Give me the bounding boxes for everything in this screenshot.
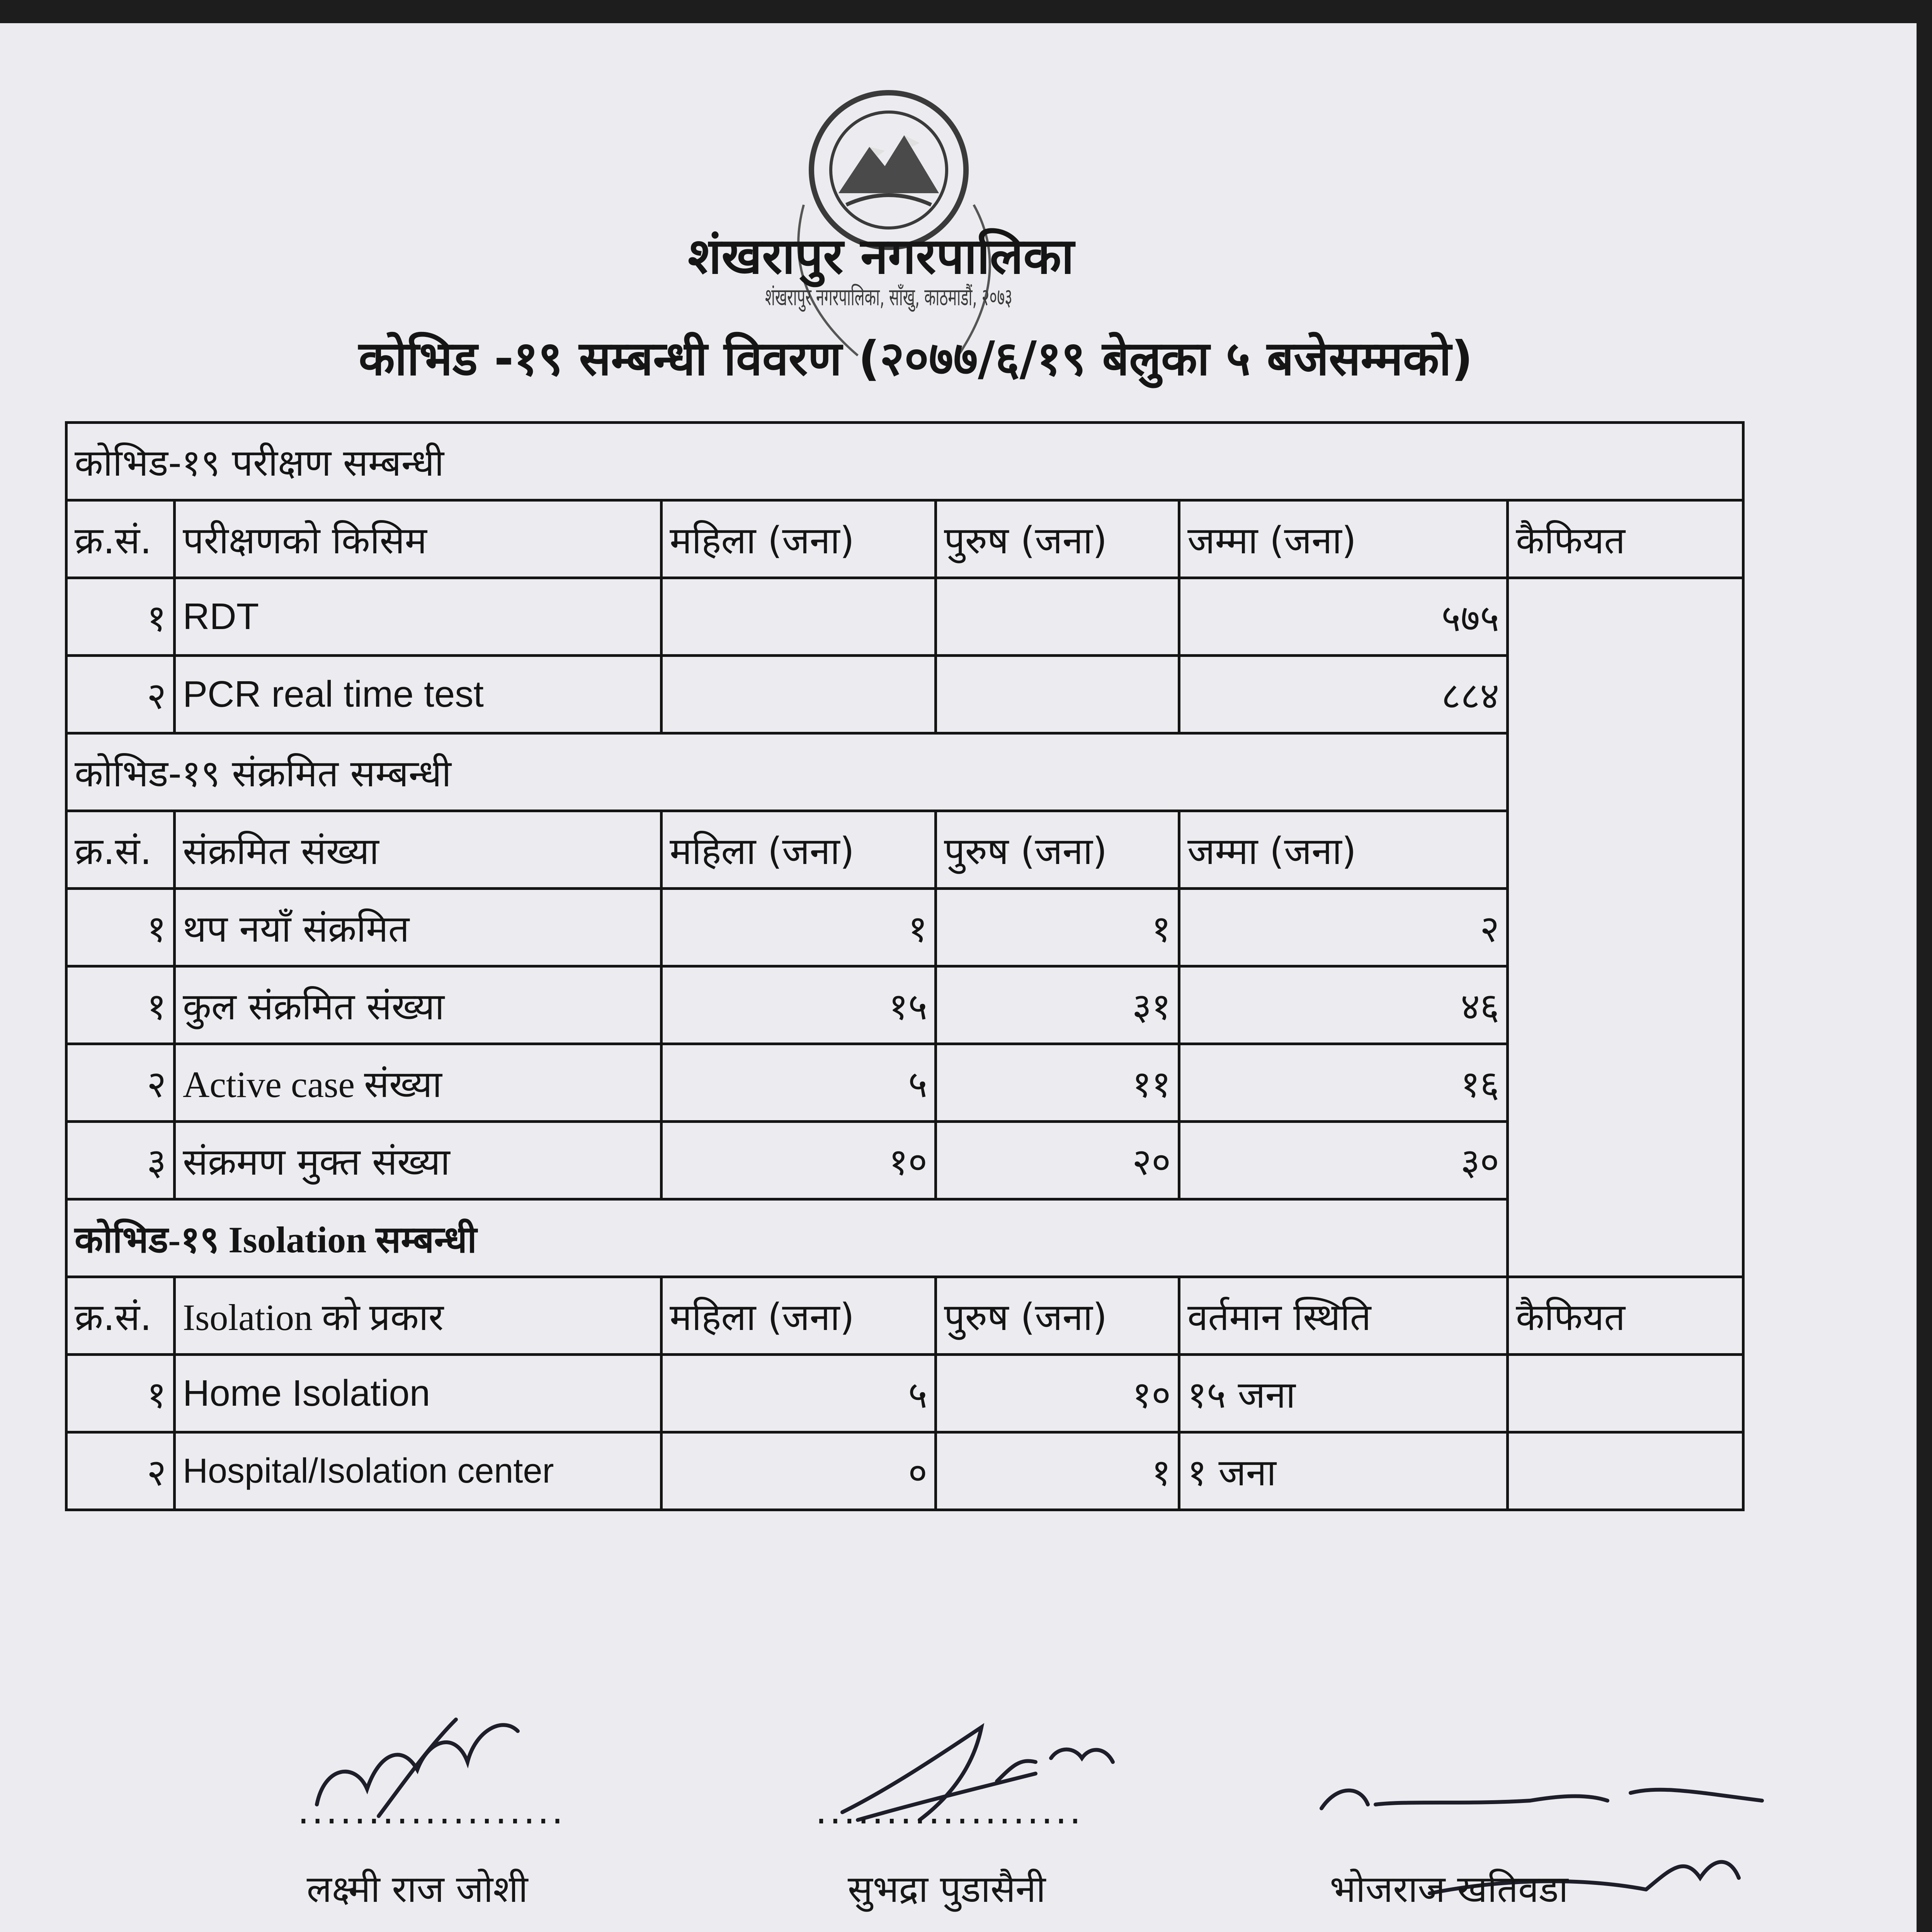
cell-type: Active case संख्या (175, 1044, 662, 1122)
section-title-infected: कोभिड-१९ संक्रमित सम्बन्धी (66, 733, 1508, 811)
col-header-sn: क्र.सं. (66, 1277, 175, 1355)
cell-sn: १ (66, 966, 175, 1044)
col-header-female: महिला (जना) (662, 811, 936, 889)
cell-sn: १ (66, 578, 175, 656)
table-row (66, 578, 1743, 656)
cell-male (936, 656, 1179, 733)
covid-report-table (65, 421, 1745, 1511)
cell-male (936, 578, 1179, 656)
col-header-remarks: कैफियत (1508, 500, 1743, 578)
cell-female: ० (662, 1432, 936, 1510)
document-page (0, 23, 1917, 1932)
cell-male: ३१ (936, 966, 1179, 1044)
col-header-total: जम्मा (जना) (1179, 500, 1508, 578)
cell-total: २ (1179, 889, 1508, 966)
cell-type: Home Isolation (175, 1355, 662, 1432)
signatory-2 (753, 1862, 1140, 1932)
section-title-isolation: कोभिड-१९ Isolation सम्बन्धी (66, 1199, 1743, 1277)
signatory-name: लक्ष्मी राज जोशी (306, 1867, 528, 1911)
cell-type: PCR real time test (175, 656, 662, 733)
cell-female (662, 656, 936, 733)
cell-female: १० (662, 1122, 936, 1199)
col-header-male: पुरुष (जना) (936, 500, 1179, 578)
section-title-row (66, 1199, 1743, 1277)
table-row (66, 889, 1743, 966)
cell-total: ५७५ (1179, 578, 1508, 656)
page-title: शंखरापुर नगरपालिका (688, 228, 1074, 285)
col-header-type: संक्रमित संख्या (175, 811, 662, 889)
cell-type: Hospital/Isolation center (175, 1432, 662, 1510)
table-row (66, 1122, 1743, 1199)
cell-sn: ३ (66, 1122, 175, 1199)
cell-remarks (1508, 1355, 1743, 1432)
cell-total: ८८४ (1179, 656, 1508, 733)
cell-type: थप नयाँ संक्रमित (175, 889, 662, 966)
table-row (66, 656, 1743, 733)
seal-text: शंखरापुर नगरपालिका, साँखु, काठमाडौं, २०७३ (765, 283, 1167, 311)
header-row (66, 1277, 1743, 1355)
col-header-sn: क्र.सं. (66, 811, 175, 889)
cell-sn: १ (66, 1355, 175, 1432)
header-row (66, 811, 1743, 889)
signature-line-1: ................... (298, 1789, 566, 1832)
cell-type: कुल संक्रमित संख्या (175, 966, 662, 1044)
cell-female: १५ (662, 966, 936, 1044)
col-header-total: जम्मा (जना) (1179, 811, 1508, 889)
cell-male: १ (936, 1432, 1179, 1510)
cell-remarks (1508, 1432, 1743, 1510)
signatory-1 (224, 1862, 611, 1932)
col-header-status: वर्तमान स्थिति (1179, 1277, 1508, 1355)
col-header-remarks: कैफियत (1508, 1277, 1743, 1355)
header-row (66, 500, 1743, 578)
signatory-3 (1217, 1862, 1681, 1932)
cell-total: १६ (1179, 1044, 1508, 1122)
cell-female (662, 578, 936, 656)
cell-male: ११ (936, 1044, 1179, 1122)
table-row (66, 966, 1743, 1044)
signature-line-2: ................... (815, 1789, 1083, 1832)
col-header-type: Isolation को प्रकार (175, 1277, 662, 1355)
cell-sn: २ (66, 1044, 175, 1122)
table-row (66, 1355, 1743, 1432)
section-title-row (66, 733, 1743, 811)
cell-sn: २ (66, 1432, 175, 1510)
page-subtitle: कोभिड -१९ सम्बन्धी विवरण (२०७७/६/१९ बेलुका ५ बजेसम्मको) (359, 331, 1473, 386)
table-row (66, 1432, 1743, 1510)
signatory-name: भोजराज खतिवडा (1330, 1867, 1568, 1911)
cell-total: ४६ (1179, 966, 1508, 1044)
cell-female: ५ (662, 1355, 936, 1432)
cell-type: संक्रमण मुक्त संख्या (175, 1122, 662, 1199)
table-row (66, 1044, 1743, 1122)
section-title-row (66, 423, 1743, 500)
cell-male: १ (936, 889, 1179, 966)
col-header-type: परीक्षणको किसिम (175, 500, 662, 578)
col-header-sn: क्र.सं. (66, 500, 175, 578)
cell-female: १ (662, 889, 936, 966)
cell-total: ३० (1179, 1122, 1508, 1199)
cell-sn: १ (66, 889, 175, 966)
cell-male: २० (936, 1122, 1179, 1199)
col-header-male: पुरुष (जना) (936, 1277, 1179, 1355)
cell-male: १० (936, 1355, 1179, 1432)
cell-status: १५ जना (1179, 1355, 1508, 1432)
section-title-testing: कोभिड-१९ परीक्षण सम्बन्धी (66, 423, 1743, 500)
cell-sn: २ (66, 656, 175, 733)
signatory-name: सुभद्रा पुडासैनी (847, 1867, 1046, 1911)
cell-type: RDT (175, 578, 662, 656)
col-header-female: महिला (जना) (662, 1277, 936, 1355)
col-header-female: महिला (जना) (662, 500, 936, 578)
col-header-male: पुरुष (जना) (936, 811, 1179, 889)
cell-female: ५ (662, 1044, 936, 1122)
cell-status: १ जना (1179, 1432, 1508, 1510)
cell-remarks-merged (1508, 578, 1743, 1277)
